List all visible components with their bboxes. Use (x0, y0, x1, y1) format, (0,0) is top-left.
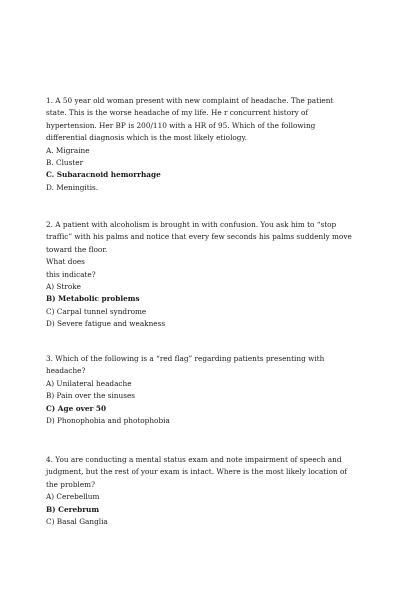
question-2 (46, 219, 356, 331)
question-3-option-b: B) Pain over the sinuses (46, 391, 136, 401)
question-2-option-b: B) Metabolic problems (46, 294, 140, 304)
question-2-option-c: C) Carpal tunnel syndrome (46, 306, 147, 316)
question-3-option-d: D) Phonophobia and photophobia (46, 416, 170, 426)
question-1-option-b: B. Cluster (46, 158, 84, 168)
question-4-option-c: C) Basal Ganglia (46, 517, 108, 527)
question-2-option-d: D) Severe fatigue and weakness (46, 319, 166, 329)
question-3 (46, 353, 356, 427)
question-1-option-d: D. Meningitis. (46, 182, 99, 192)
question-4-option-a: A) Cerebellum (46, 492, 100, 502)
question-4 (46, 454, 356, 528)
question-1-stem: 1. A 50 year old woman present with new complaint of headache. The patient state. This is the worse headache of my life. He r concurrent history of hypertension. Her BP is 200/110 with a HR of 95. Which of the following differential diagnosis which is the most likely etiology. (46, 96, 334, 143)
question-4-stem: 4. You are conducting a mental status exam and note impairment of speech and judgment, but the rest of your exam is intact. Where is the most likely location of the problem? (46, 455, 348, 489)
question-3-stem: 3. Which of the following is a “red flag” regarding patients presenting with headache? (46, 354, 325, 376)
question-3-option-a: A) Unilateral headache (46, 378, 132, 388)
question-2-option-a: A) Stroke (46, 282, 81, 292)
question-1 (46, 95, 356, 194)
question-2-stem-tail-1: What does (46, 257, 85, 267)
question-2-stem: 2. A patient with alcoholism is brought in with confusion. You ask him to “stop traffic” with his palms and notice that every few seconds his palms suddenly move toward the floor. (46, 220, 352, 254)
question-1-option-a: A. Migraine (46, 145, 90, 155)
question-4-option-b: B) Cerebrum (46, 504, 100, 514)
question-2-stem-tail-2: this indicate? (46, 269, 96, 279)
question-1-option-c: C. Subaracnoid hemorrhage (46, 170, 161, 180)
question-3-option-c: C) Age over 50 (46, 403, 107, 413)
